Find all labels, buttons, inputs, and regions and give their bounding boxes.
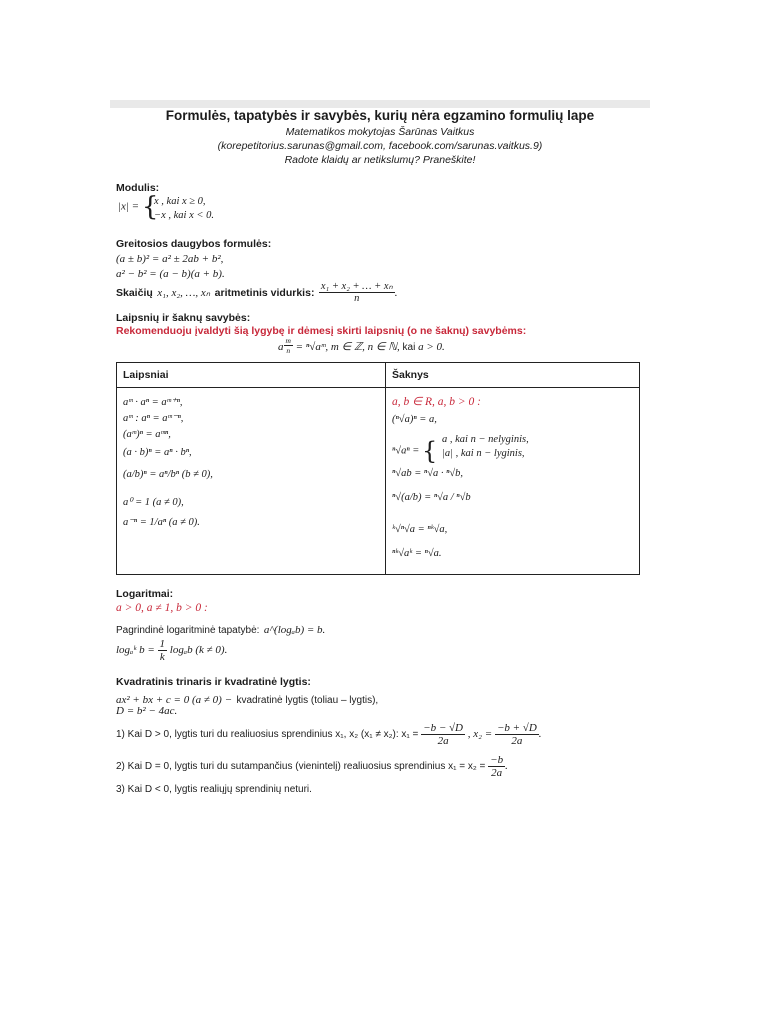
log-identity: a^(logₐb) = b. — [263, 624, 326, 636]
root-rule-2-lhs: ⁿ√aⁿ = — [392, 445, 420, 457]
mean-formula-row — [116, 280, 397, 304]
case-1-text: 1) Kai D > 0, lygtis turi du realiuosius sprendinius x₁, x₂ (x₁ ≠ x₂): x₁ = — [116, 729, 419, 741]
modulis-case-1: x , kai x ≥ 0, — [154, 196, 206, 207]
modulis-lhs: |x| = — [118, 200, 140, 213]
root-rule-3: ⁿ√ab = ⁿ√a · ⁿ√b, — [392, 468, 464, 479]
table-header-saknys: Šaknys — [386, 363, 640, 388]
x1-denominator: 2a — [437, 735, 449, 747]
root-rule-2 — [392, 438, 437, 464]
root-x1-fraction — [421, 722, 465, 747]
root-rule-4: ⁿ√(a/b) = ⁿ√a / ⁿ√b — [392, 492, 471, 503]
log-condition: a > 0, a ≠ 1, b > 0 : — [116, 602, 208, 614]
contacts-line: (korepetitorius.sarunas@gmail.com, facebook.com/sarunas.vaitkus.9) — [217, 140, 543, 152]
case-2-text: 2) Kai D = 0, lygtis turi du sutampančius (vienintelį) realiuosius sprendinius x₁ = x₂ = — [116, 761, 486, 773]
feedback-line: Radote klaidų ar netikslumų? Praneškite! — [284, 154, 476, 166]
case-1-mid: , x₂ = — [467, 728, 493, 741]
formula-difference-squares: a² − b² = (a − b)(a + b). — [116, 268, 225, 280]
power-rule-6: a⁰ = 1 (a ≠ 0), — [123, 497, 184, 508]
x2-numerator: −b + √D — [496, 722, 537, 734]
log-rule-rhs: logₐb (k ≠ 0). — [169, 644, 228, 657]
formula-square-sum: (a ± b)² = a² ± 2ab + b², — [116, 253, 224, 265]
table-header-laipsniai: Laipsniai — [117, 363, 386, 388]
powers-cell — [117, 388, 386, 575]
power-rule-7: a⁻ⁿ = 1/aⁿ (a ≠ 0). — [123, 517, 200, 528]
key-identity-rest: = ⁿ√aᵐ, m ∈ ℤ, n ∈ ℕ, — [295, 341, 400, 353]
root-rule-2-case-2: |a| , kai n − lyginis, — [442, 448, 525, 459]
recommendation-text: Rekomenduoju įvaldyti šią lygybę ir dėmesį skirti laipsnių (o ne šaknų) savybėms: — [116, 325, 527, 337]
mean-fraction — [319, 280, 395, 304]
mean-label-end: aritmetinis vidurkis: — [214, 287, 315, 300]
mean-label-start: Skaičių — [116, 287, 153, 300]
double-root-fraction — [488, 754, 505, 779]
section-heading-modulis: Modulis: — [116, 182, 160, 194]
log-rule-fraction — [158, 638, 168, 663]
key-identity-cond: a > 0. — [418, 341, 445, 353]
case-3-text: 3) Kai D < 0, lygtis realiųjų sprendinių neturi. — [116, 784, 312, 795]
double-root-denominator: 2a — [491, 767, 503, 779]
modulis-formula — [118, 194, 158, 220]
roots-cell — [386, 388, 640, 575]
root-rule-5: ᵏ√ⁿ√a = ⁿᵏ√a, — [392, 524, 448, 535]
root-rule-2-case-1: a , kai n − nelyginis, — [442, 434, 529, 445]
double-root-numerator: −b — [490, 754, 504, 766]
quadratic-equation-note: kvadratinė lygtis (toliau – lygtis), — [236, 695, 379, 706]
power-rule-3: (aᵐ)ⁿ = aᵐⁿ, — [123, 429, 171, 440]
log-rule-den: k — [159, 651, 165, 663]
discriminant: D = b² − 4ac. — [116, 705, 178, 717]
mean-numerator: x₁ + x₂ + … + xₙ — [320, 281, 393, 292]
root-x2-fraction — [495, 722, 539, 747]
mean-tail: . — [394, 287, 398, 300]
power-rule-4: (a · b)ⁿ = aⁿ · bⁿ, — [123, 447, 192, 458]
power-rule-1: aᵐ · aⁿ = aᵐ⁺ⁿ, — [123, 397, 183, 408]
modulis-case-2: −x , kai x < 0. — [154, 210, 214, 221]
log-rule-num: 1 — [159, 638, 166, 650]
page-top-band — [110, 100, 650, 108]
root-rule-1: (ⁿ√a)ⁿ = a, — [392, 414, 437, 425]
x1-numerator: −b − √D — [423, 722, 463, 734]
power-rule-5: (a/b)ⁿ = aⁿ/bⁿ (b ≠ 0), — [123, 469, 213, 480]
key-identity-cond-word: kai — [402, 342, 416, 353]
left-brace-symbol: { — [141, 192, 159, 222]
author-line: Matematikos mokytojas Šarūnas Vaitkus — [285, 126, 475, 138]
log-identity-row — [116, 620, 325, 638]
mean-denominator: n — [354, 293, 360, 304]
case-2-row: 2) Kai D = 0, lygtis turi du sutampančius (vienintelį) realiuosius sprendinius x₁ = x₂ = $\frac{-b}{2a}$ . — [116, 754, 508, 779]
quadratic-equation: ax² + bx + c = 0 (a ≠ 0) − — [116, 694, 232, 706]
log-identity-label: Pagrindinė logaritminė tapatybė: — [116, 625, 260, 636]
log-rule-lhs: logₐᵏ b = — [116, 644, 155, 657]
key-identity: a $\frac{m}{n}$ = ⁿ√aᵐ, m ∈ ℤ, n ∈ ℕ, kai a > 0. — [278, 336, 445, 355]
key-identity-exponent — [284, 336, 293, 355]
properties-table — [116, 362, 640, 575]
power-rule-2: aᵐ : aⁿ = aᵐ⁻ⁿ, — [123, 413, 184, 424]
case-1-row: 1) Kai D > 0, lygtis turi du realiuosius sprendinius x₁, x₂ (x₁ ≠ x₂): x₁ = $\frac{-b - √D}{2a}$ , x₂ = $\frac{-b + √D}{2a}$ . — [116, 722, 542, 747]
key-exp-den: n — [286, 346, 291, 355]
root-rule-6: ⁿᵏ√aᵏ = ⁿ√a. — [392, 548, 442, 559]
section-heading-laipsniai: Laipsnių ir šaknų savybės: — [116, 312, 251, 324]
left-brace-symbol: { — [421, 437, 438, 465]
section-heading-daugyba: Greitosios daugybos formulės: — [116, 238, 272, 250]
key-exp-num: m — [285, 336, 291, 345]
page-title: Formulės, tapatybės ir savybės, kurių nėra egzamino formulių lape — [165, 108, 595, 123]
section-heading-kvadratine: Kvadratinis trinaris ir kvadratinė lygtis: — [116, 676, 311, 688]
section-heading-logaritmai: Logaritmai: — [116, 588, 174, 600]
roots-condition: a, b ∈ R, a, b > 0 : — [392, 396, 482, 408]
log-base-power-rule — [116, 638, 227, 663]
mean-vars: x₁, x₂, …, xₙ — [157, 287, 211, 300]
x2-denominator: 2a — [511, 735, 523, 747]
